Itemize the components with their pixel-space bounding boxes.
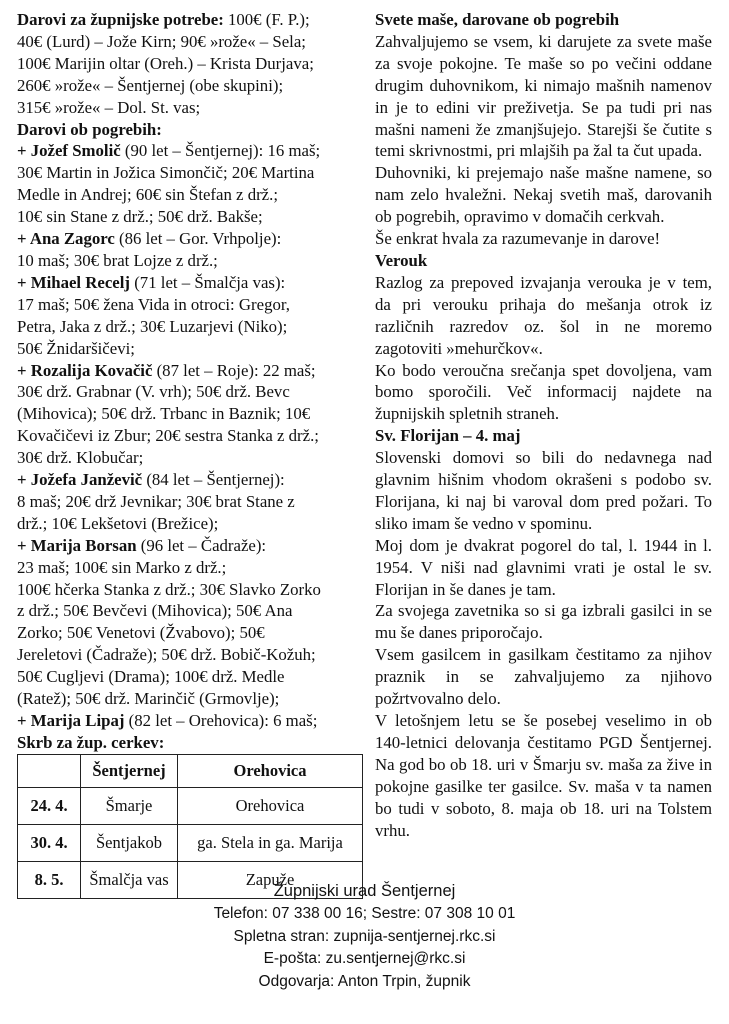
entry-line: Medle in Andrej; 60€ sin Štefan z drž.; [17, 185, 278, 205]
verouk-paragraph: Razlog za prepoved izvajanja verouka je v tem, da pri verouku prihaja do mešanja otrok iz različnih razredov oz. šol in ne moremo zagotoviti »mehurčkov«. [375, 272, 712, 358]
skrb-heading-text: Skrb za žup. cerkev: [17, 732, 165, 752]
darovi-line-5: 315€ »rože« – Dol. St. vas; [17, 97, 201, 117]
table-row [18, 824, 363, 861]
table-cell: Zapuže [178, 861, 363, 898]
pogreb-entry-3 [17, 272, 357, 294]
table-cell: Šmalčja vas [81, 861, 178, 898]
office-name: Župnijski urad Šentjernej [273, 882, 456, 900]
entry-line: 10€ sin Stane z drž.; 50€ drž. Bakše; [17, 207, 263, 227]
skrb-heading [17, 732, 357, 754]
entry-line: drž.; 10€ Lekšetovi (Brežice); [17, 513, 219, 533]
darovi-heading: Darovi za župnijske potrebe: [17, 10, 224, 29]
florijan-paragraph-5: V letošnjem letu se še posebej veselimo in ob 140-letnici delovanja čestitamo PGD Šentjernej. Na god bo ob 18. uri v Šmarju sv. maša za žive in pokojne gasilke ter gasilce. Sv. maša v ta namen bo tudi v soboto, 8. maja ob 18. uri na Tolstem vrhu. [375, 711, 712, 840]
website-line: Spletna stran: zupnija-sentjernej.rkc.si [233, 927, 496, 945]
deceased-info: (84 let – Šentjernej): [142, 470, 285, 490]
verouk-heading [375, 250, 712, 272]
entry-line: 100€ hčerka Stanka z drž.; 30€ Slavko Zorko [17, 579, 321, 599]
table-header-cell: Šentjernej [81, 754, 178, 787]
mase-paragraph-2: Duhovniki, ki prejemajo naše mašne namene, so nam zelo hvaležni. Nekaj svetih maš, darovanih ob pogrebih, opravimo v domačih cerkvah. [375, 163, 712, 227]
table-header-cell [18, 754, 81, 787]
entry-line: 8 maš; 20€ drž Jevnikar; 30€ brat Stane z [17, 491, 295, 511]
table-cell: Orehovica [178, 787, 363, 824]
deceased-info: (71 let – Šmalčja vas): [130, 272, 286, 292]
deceased-info: (82 let – Orehovica): 6 maš; [124, 711, 318, 730]
entry-line: 10 maš; 30€ brat Lojze z drž.; [17, 250, 218, 270]
pogreb-entry-7 [17, 710, 357, 732]
left-column [17, 9, 357, 899]
deceased-info: (87 let – Roje): 22 maš; [152, 360, 316, 380]
darovi-line-2: 40€ (Lurd) – Jože Kirn; 90€ »rože« – Sela; [17, 31, 306, 51]
mase-heading-text: Svete maše, darovane ob pogrebih [375, 10, 620, 29]
mase-paragraph-3: Še enkrat hvala za razumevanje in darove! [375, 229, 661, 249]
verouk-heading-text: Verouk [375, 250, 428, 270]
table-header-row [18, 754, 363, 787]
deceased-info: (90 let – Šentjernej): 16 maš; [120, 141, 321, 161]
entry-line: z drž.; 50€ Bevčevi (Mihovica); 50€ Ana [17, 601, 293, 621]
table-cell: ga. Stela in ga. Marija [178, 824, 363, 861]
table-cell: Šentjakob [81, 824, 178, 861]
florijan-paragraph-4: Vsem gasilcem in gasilkam čestitamo za njihov praznik in se zahvaljujemo za njihovo požrtvovalno delo. [375, 645, 712, 709]
deceased-name: + Jožef Smolič [17, 141, 121, 161]
florijan-paragraph: Slovenski domovi so bili do nedavnega nad glavnim hišnim vhodom okrašeni s podobo sv. Florijana, ki naj bi varoval dom pred požari. To sliko imam še vedno v spominu. [375, 448, 712, 533]
pogreb-entry-5 [17, 469, 357, 491]
table-date-cell: 8. 5. [18, 861, 81, 898]
table-date-cell: 24. 4. [18, 787, 81, 824]
entry-line: 23 maš; 100€ sin Marko z drž.; [17, 557, 227, 577]
entry-line: Jereletovi (Čadraže); 50€ drž. Bobič-Kožuh; [17, 645, 316, 665]
florijan-paragraph-3: Za svojega zavetnika so si ga izbrali gasilci in se mu še danes priporočajo. [375, 601, 712, 643]
entry-line: (Mihovica); 50€ drž. Trbanc in Baznik; 10€ [17, 404, 311, 424]
mase-heading [375, 9, 712, 31]
darovi-line-1 [17, 9, 357, 31]
entry-line: Zorko; 50€ Venetovi (Žvabovo); 50€ [17, 623, 265, 643]
deceased-info: (96 let – Čadraže): [136, 535, 267, 555]
entry-line: Kovačičevi iz Zbur; 20€ sestra Stanka z drž.; [17, 426, 319, 446]
entry-line: 30€ drž. Klobučar; [17, 448, 144, 468]
phone-line: Telefon: 07 338 00 16; Sestre: 07 308 10 01 [213, 904, 516, 922]
table-date-cell: 30. 4. [18, 824, 81, 861]
entry-line: (Ratež); 50€ drž. Marinčič (Grmovlje); [17, 689, 280, 709]
table-cell: Šmarje [81, 787, 178, 824]
table-row [18, 787, 363, 824]
pogreb-heading-text: Darovi ob pogrebih: [17, 119, 162, 139]
florijan-paragraph-2: Moj dom je dvakrat pogorel do tal, l. 1944 in l. 1954. V niši nad glavnimi vrati je ostal le sv. Florijan in še danes je tam. [375, 535, 712, 599]
deceased-info: (86 let – Gor. Vrhpolje): [114, 229, 282, 249]
table-header-cell: Orehovica [178, 754, 363, 787]
verouk-paragraph-2: Ko bodo veroučna srečanja spet dovoljena, vam bomo sporočili. Več informacij najdete na župnijskih spletnih straneh. [375, 360, 712, 424]
pogreb-entry-6 [17, 535, 357, 557]
deceased-name: + Rozalija Kovačič [17, 360, 153, 380]
entry-line: 30€ Martin in Jožica Simončič; 20€ Martina [17, 163, 315, 183]
email-line: E-pošta: zu.sentjernej@rkc.si [263, 950, 466, 968]
pogreb-entry-4 [17, 360, 357, 382]
deceased-name: + Jožefa Janževič [17, 470, 143, 490]
right-column [375, 9, 712, 841]
pogreb-entry-1 [17, 140, 357, 162]
florijan-heading [375, 425, 712, 447]
responsible-line: Odgovarja: Anton Trpin, župnik [258, 973, 471, 991]
pogreb-heading [17, 119, 357, 141]
florijan-heading-text: Sv. Florijan – 4. maj [375, 426, 521, 446]
contact-footer [0, 880, 729, 994]
church-care-table [17, 754, 363, 899]
darovi-text: 100€ (F. P.); [223, 10, 310, 29]
deceased-name: + Ana Zagorc [17, 229, 115, 249]
entry-line: 50€ Cugljevi (Drama); 100€ drž. Medle [17, 667, 285, 687]
deceased-name: + Mihael Recelj [17, 272, 131, 292]
deceased-name: + Marija Lipaj [17, 711, 125, 730]
entry-line: 17 maš; 50€ žena Vida in otroci: Gregor, [17, 294, 290, 314]
deceased-name: + Marija Borsan [17, 535, 137, 555]
entry-line: 30€ drž. Grabnar (V. vrh); 50€ drž. Bevc [17, 382, 290, 402]
entry-line: 50€ Žnidaršičevi; [17, 338, 135, 358]
darovi-line-4: 260€ »rože« – Šentjernej (obe skupini); [17, 75, 284, 95]
darovi-line-3: 100€ Marijin oltar (Oreh.) – Krista Durjava; [17, 53, 314, 73]
pogreb-entry-2 [17, 228, 357, 250]
mase-paragraph: Zahvaljujemo se vsem, ki darujete za svete maše za svoje pokojne. Te maše so po večini oddane drugim duhovnikom, ki nimajo mašnih namenov in je to edini vir preživetja. Se pa tudi pri nas mašni nameni že zmanjšujejo. Starejši še čutite s temi skrivnostmi, pri mlajših pa žal ta čut upada. [375, 31, 712, 161]
entry-line: Petra, Jaka z drž.; 30€ Luzarjevi (Niko); [17, 316, 288, 336]
